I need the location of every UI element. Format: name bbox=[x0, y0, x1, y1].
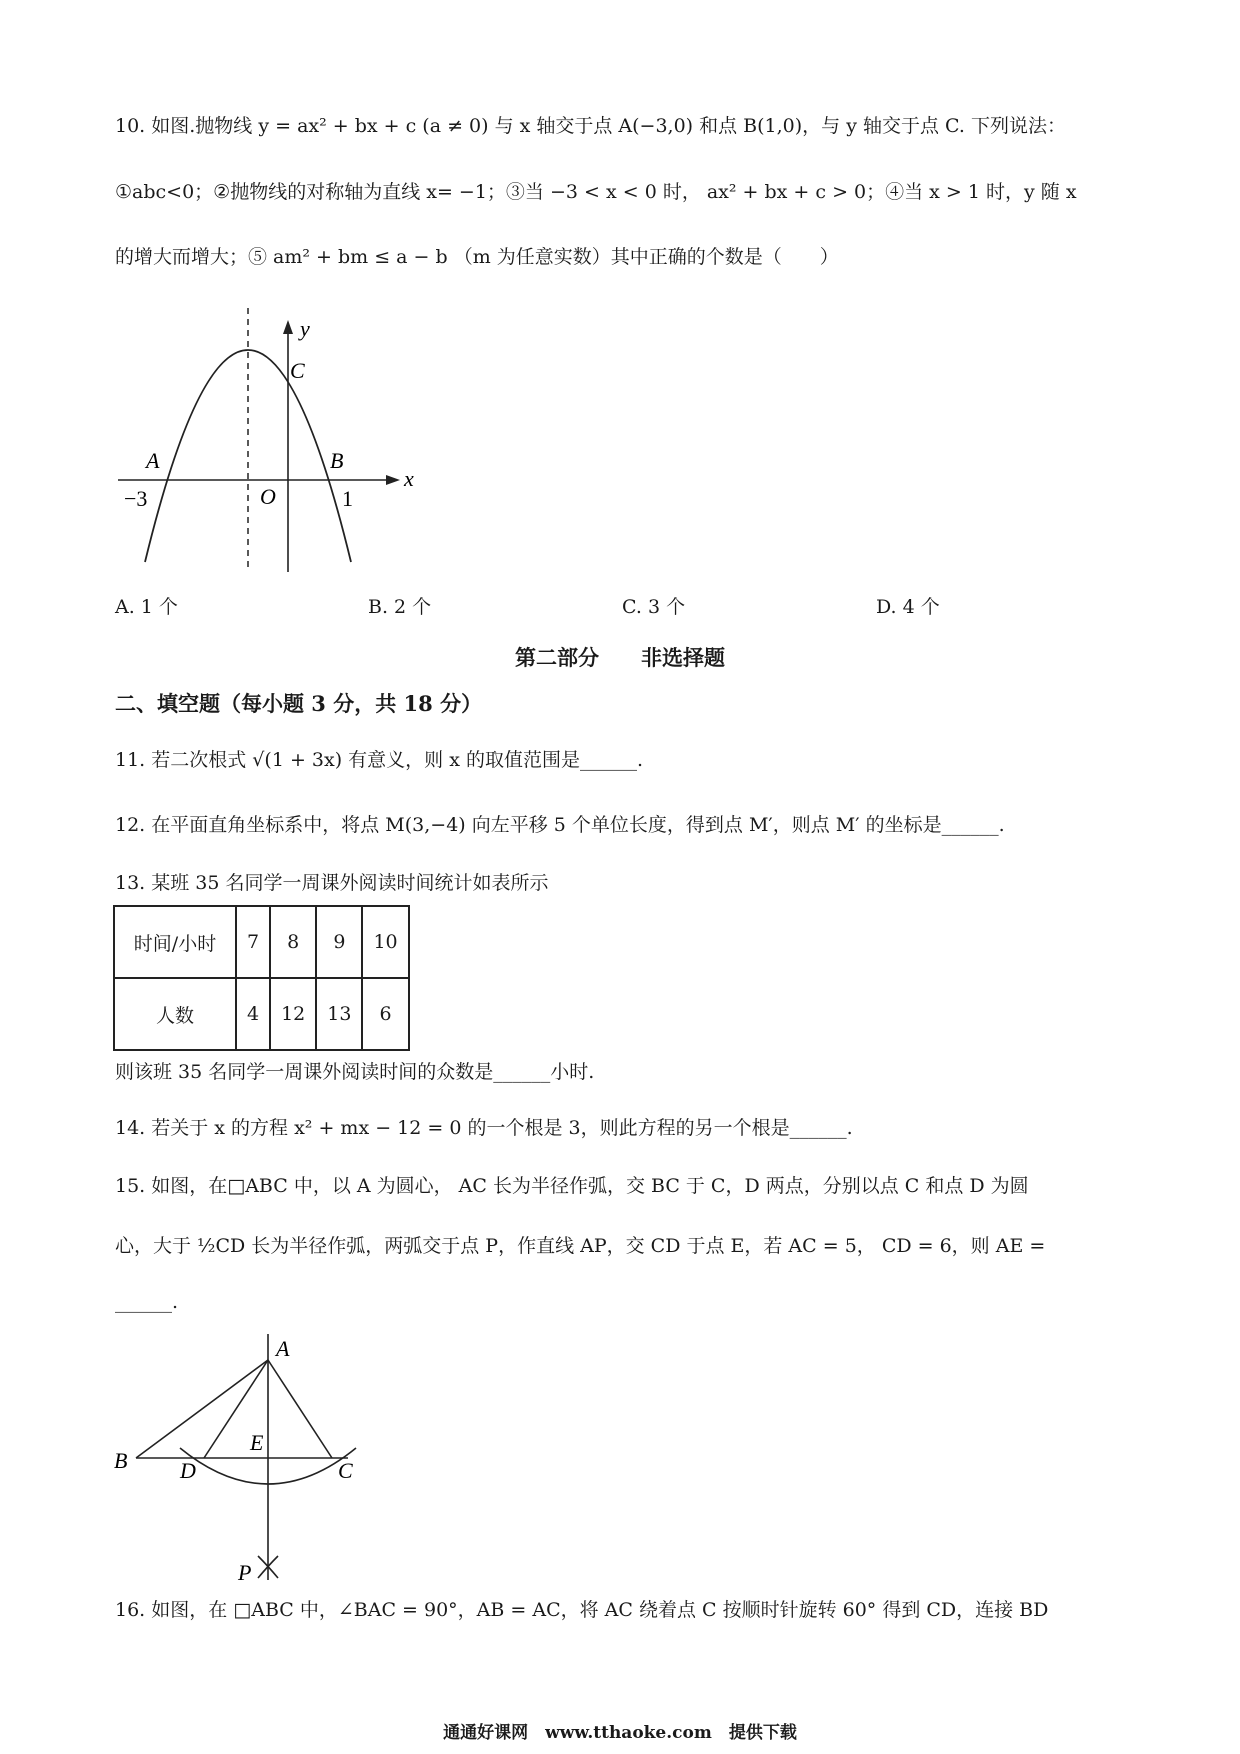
q15-line-1: 15. 如图，在□ABC 中，以 A 为圆心， AC 长为半径作弧，交 BC 于 C，D 两点，分别以点 C 和点 D 为圆 bbox=[115, 1175, 1029, 1197]
q15-line-2: 心，大于 ½CD 长为半径作弧，两弧交于点 P，作直线 AP，交 CD 于点 E，若 AC = 5， CD = 6，则 AE = bbox=[115, 1235, 1046, 1257]
choice-b[interactable]: B. 2 个 bbox=[368, 596, 432, 618]
q10-choices bbox=[115, 592, 1015, 622]
label-x: x bbox=[404, 466, 414, 491]
table-cell: 4 bbox=[236, 978, 270, 1050]
q12-text: 12. 在平面直角坐标系中，将点 M(3,−4) 向左平移 5 个单位长度，得到点 M′，则点 M′ 的坐标是______. bbox=[115, 814, 1005, 836]
label-C: C bbox=[290, 358, 305, 383]
table-cell: 10 bbox=[362, 906, 408, 978]
table-cell: 9 bbox=[316, 906, 362, 978]
q16-text: 16. 如图，在 □ABC 中，∠BAC = 90°，AB = AC，将 AC 绕着点 C 按顺时针旋转 60° 得到 CD，连接 BD bbox=[115, 1599, 1049, 1621]
q14-text: 14. 若关于 x 的方程 x² + mx − 12 = 0 的一个根是 3，则此方程的另一个根是______. bbox=[115, 1117, 853, 1139]
table-cell: 12 bbox=[270, 978, 316, 1050]
label-D: D bbox=[180, 1458, 196, 1483]
reading-time-table bbox=[113, 905, 410, 1051]
q10-line-1: 10. 如图.抛物线 y = ax² + bx + c (a ≠ 0) 与 x 轴交于点 A(−3,0) 和点 B(1,0)，与 y 轴交于点 C. 下列说法： bbox=[115, 115, 1066, 137]
y-axis-arrow bbox=[283, 320, 293, 334]
choice-c[interactable]: C. 3 个 bbox=[622, 596, 686, 618]
line-AB bbox=[136, 1360, 268, 1458]
choice-d[interactable]: D. 4 个 bbox=[876, 596, 940, 618]
line-AC bbox=[268, 1360, 332, 1458]
q10-line-3: 的增大而增大；⑤ am² + bm ≤ a − b （m 为任意实数）其中正确的个数是（ ） bbox=[115, 246, 839, 268]
label-B: B bbox=[114, 1448, 128, 1473]
q15-line-3: ______. bbox=[115, 1291, 179, 1313]
table-row bbox=[114, 906, 409, 978]
table-cell: 8 bbox=[270, 906, 316, 978]
x-axis-arrow bbox=[386, 475, 400, 485]
label-A: A bbox=[146, 448, 160, 473]
q10-line-2: ①abc<0；②抛物线的对称轴为直线 x= −1；③当 −3 < x < 0 时， ax² + bx + c > 0；④当 x > 1 时，y 随 x bbox=[115, 181, 1077, 203]
label-P: P bbox=[238, 1560, 252, 1585]
tick-1: 1 bbox=[342, 486, 353, 511]
table-cell: 7 bbox=[236, 906, 270, 978]
q13-intro: 13. 某班 35 名同学一周课外阅读时间统计如表所示 bbox=[115, 872, 549, 894]
table-cell: 13 bbox=[316, 978, 362, 1050]
table-row bbox=[114, 978, 409, 1050]
label-C: C bbox=[338, 1458, 353, 1483]
tick-neg3: −3 bbox=[124, 486, 148, 511]
q11-text: 11. 若二次根式 √(1 + 3x) 有意义，则 x 的取值范围是______. bbox=[115, 749, 643, 771]
section2-heading: 二、填空题（每小题 3 分，共 18 分） bbox=[115, 691, 483, 716]
page-footer: 通通好课网 www.tthaoke.com 提供下载 bbox=[443, 1723, 797, 1743]
label-E: E bbox=[250, 1430, 264, 1455]
label-O: O bbox=[260, 484, 276, 509]
label-A: A bbox=[276, 1336, 290, 1361]
part2-title: 第二部分 非选择题 bbox=[515, 645, 725, 670]
q10-parabola-figure bbox=[110, 300, 420, 575]
label-y: y bbox=[300, 316, 310, 341]
q15-construction-figure bbox=[110, 1330, 380, 1590]
table-cell: 时间/小时 bbox=[114, 906, 236, 978]
table-cell: 6 bbox=[362, 978, 408, 1050]
choice-a[interactable]: A. 1 个 bbox=[115, 596, 178, 618]
table-cell: 人数 bbox=[114, 978, 236, 1050]
label-B: B bbox=[330, 448, 344, 473]
q13-question: 则该班 35 名同学一周课外阅读时间的众数是______小时. bbox=[115, 1061, 595, 1083]
